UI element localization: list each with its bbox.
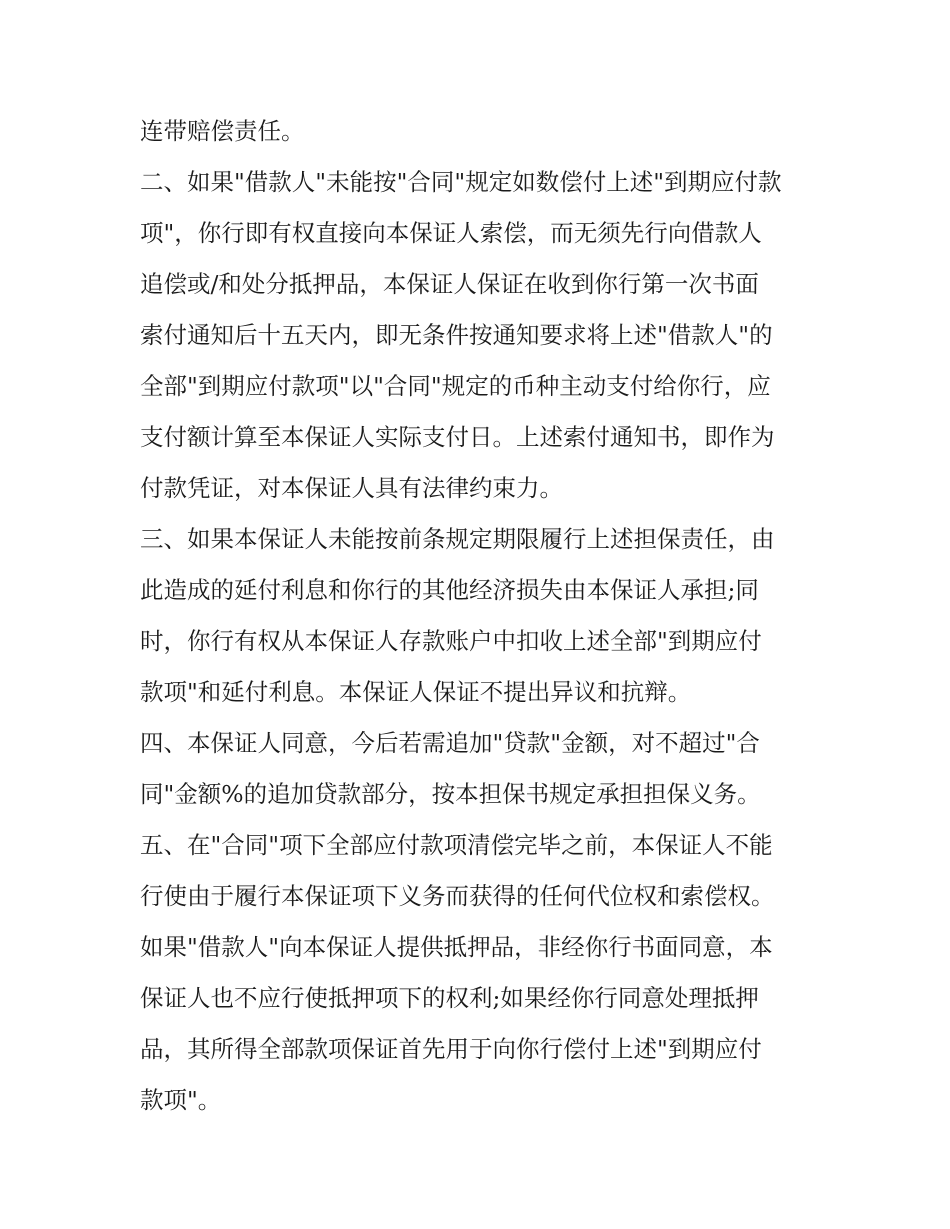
text-line: 此造成的延付利息和你行的其他经济损失由本保证人承担;同 xyxy=(140,576,759,604)
text-line: 付款凭证，对本保证人具有法律约束力。 xyxy=(140,474,563,502)
text-line: 时，你行有权从本保证人存款账户中扣收上述全部"到期应付 xyxy=(140,627,762,655)
text-line: 项"，你行即有权直接向本保证人索偿，而无须先行向借款人 xyxy=(140,219,762,247)
text-line: 索付通知后十五天内，即无条件按通知要求将上述"借款人"的 xyxy=(140,321,773,349)
text-line: 四、本保证人同意，今后若需追加"贷款"金额，对不超过"合 xyxy=(140,729,760,757)
text-line: 三、如果本保证人未能按前条规定期限履行上述担保责任，由 xyxy=(140,525,775,553)
text-line: 追偿或/和处分抵押品，本保证人保证在收到你行第一次书面 xyxy=(140,270,759,298)
text-line: 行使由于履行本保证项下义务而获得的任何代位权和索偿权。 xyxy=(140,882,775,910)
text-line: 保证人也不应行使抵押项下的权利;如果经你行同意处理抵押 xyxy=(140,984,759,1012)
text-line: 全部"到期应付款项"以"合同"规定的币种主动支付给你行，应 xyxy=(140,372,771,400)
text-line: 连带赔偿责任。 xyxy=(140,117,305,145)
text-line: 二、如果"借款人"未能按"合同"规定如数偿付上述"到期应付款 xyxy=(140,168,782,196)
text-line: 同"金额%的追加贷款部分，按本担保书规定承担担保义务。 xyxy=(140,780,761,808)
text-line: 品，其所得全部款项保证首先用于向你行偿付上述"到期应付 xyxy=(140,1035,762,1063)
text-line: 款项"。 xyxy=(140,1086,222,1114)
text-line: 款项"和延付利息。本保证人保证不提出异议和抗辩。 xyxy=(140,678,692,706)
text-line: 五、在"合同"项下全部应付款项清偿完毕之前，本保证人不能 xyxy=(140,831,773,859)
text-line: 支付额计算至本保证人实际支付日。上述索付通知书，即作为 xyxy=(140,423,775,451)
guarantee-clauses-text xyxy=(140,106,820,1126)
text-line: 如果"借款人"向本保证人提供抵押品，非经你行书面同意，本 xyxy=(140,933,773,961)
